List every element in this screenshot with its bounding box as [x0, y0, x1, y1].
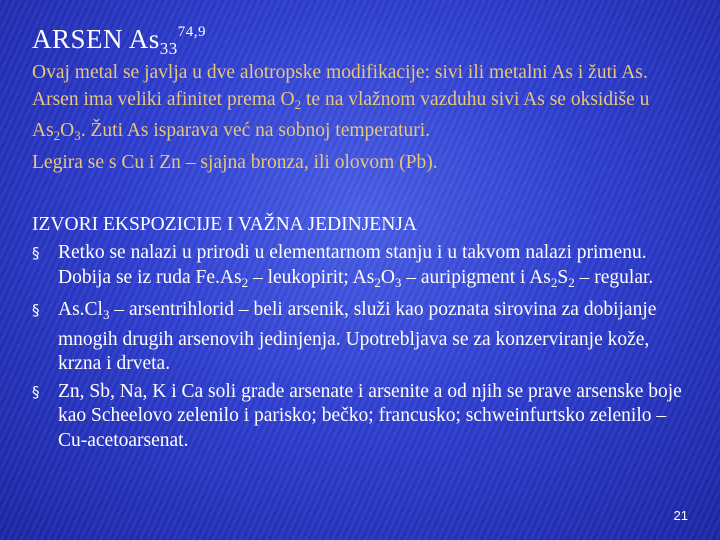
- bullet-icon: §: [32, 244, 40, 262]
- item-text: As.Cl: [58, 299, 103, 320]
- intro-subscript: 3: [74, 128, 81, 143]
- item-text: – arsentrihlorid – beli arsenik, služi kao poznata sirovina za dobijanje mnogih drugih arsenovih jedinjenja. Upotrebljava se za konzerviranje kože, krzna i drveta.: [58, 299, 657, 374]
- slide-title: [32, 24, 206, 59]
- bullet-icon: §: [32, 301, 40, 319]
- item-subscript: 2: [374, 274, 381, 290]
- intro-line-2-part-a: Arsen ima veliki afinitet prema O: [32, 88, 295, 110]
- item-subscript: 2: [241, 274, 249, 290]
- list-item: [32, 380, 692, 454]
- intro-line-1-text: Ovaj metal se javlja u dve alotropske modifikacije: sivi ili metalni As i žuti As.: [32, 62, 648, 83]
- intro-line-3-text: Legira se s Cu i Zn – sjajna bronza, ili olovom (Pb).: [32, 151, 438, 173]
- page-number: 21: [673, 508, 688, 523]
- intro-line-2-part-c: O: [60, 120, 75, 141]
- item-text: – regular.: [574, 266, 654, 288]
- item-text: – leukopirit; As: [248, 266, 375, 288]
- intro-line-1: [32, 60, 702, 87]
- item-text: Zn, Sb, Na, K i Ca soli grade arsenate i arsenite a od njih se prave arsenske boje kao Scheelovo zelenilo i parisko; bečko; francusko; schweinfurtsko zelenilo – Cu-acetoarsenat.: [58, 380, 682, 451]
- atomic-number: 33: [159, 39, 178, 58]
- item-subscript: 2: [568, 274, 575, 290]
- item-subscript: 3: [102, 307, 110, 322]
- atomic-mass: 74,9: [177, 24, 207, 40]
- item-text: S: [557, 266, 569, 288]
- intro-subscript: 2: [294, 96, 302, 112]
- intro-subscript: 2: [53, 128, 61, 143]
- list-item: [32, 298, 692, 377]
- intro-line-3: [32, 150, 702, 177]
- item-text: Retko se nalazi u prirodi u elementarnom stanju i u takvom nalazi primenu. Dobija se iz ruda Fe.As: [58, 242, 647, 288]
- intro-line-2-part-b: te na vlažnom vazduhu sivi As se oksidiše u As: [32, 88, 650, 141]
- item-subscript: 3: [394, 274, 402, 290]
- intro-text: [32, 60, 702, 176]
- list-item: [32, 241, 692, 295]
- bullet-list: [32, 241, 692, 456]
- bullet-icon: §: [32, 382, 40, 401]
- title-text: ARSEN As: [32, 24, 160, 54]
- section-title: IZVORI EKSPOZICIJE I VAŽNA JEDINJENJA: [32, 214, 417, 235]
- item-text: – auripigment i As: [401, 266, 551, 288]
- item-text: O: [380, 266, 395, 288]
- intro-line-2-part-d: . Žuti As isparava već na sobnoj temperaturi.: [80, 120, 431, 141]
- intro-line-2: [32, 87, 702, 150]
- item-subscript: 2: [550, 274, 558, 290]
